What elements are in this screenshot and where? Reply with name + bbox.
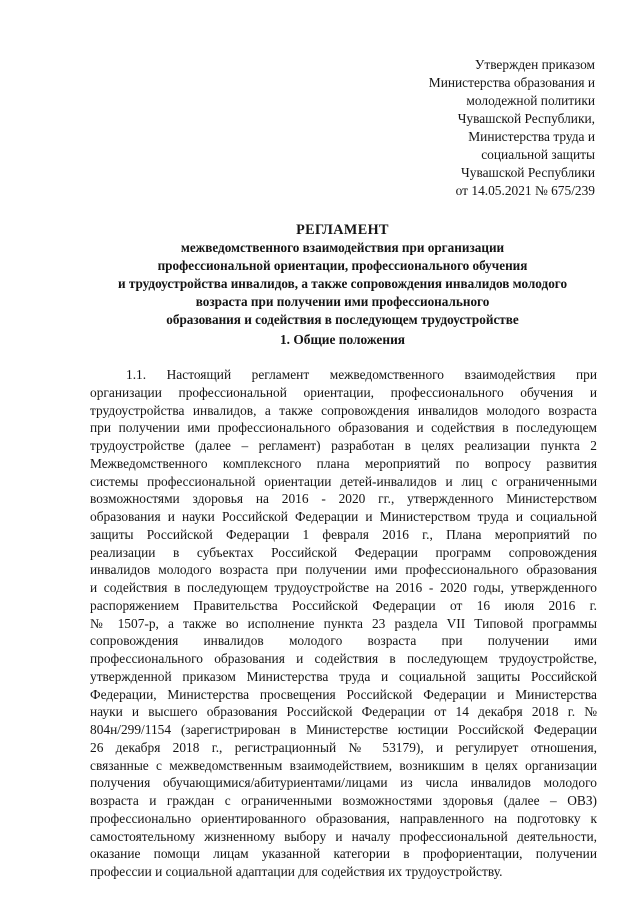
paragraph-line: профессионально ориентированного образования, направленного на подготовку к [90,810,597,826]
approval-line: Министерства образования и [428,75,595,90]
title-heading: РЕГЛАМЕНТ [296,222,389,238]
approval-line: социальной защиты [481,147,595,162]
approval-line: Министерства труда и [468,129,595,144]
document-title [80,221,605,329]
paragraph-line: самостоятельному жизненному выбору и началу профессиональной деятельности, [90,828,597,844]
paragraph-line: связанные с межведомственным взаимодействием, возникшим в целях организации [90,757,597,773]
paragraph-line: защиты Российской Федерации 1 февраля 2016 г., Плана мероприятий по [90,526,597,542]
title-line: возраста при получении ими профессионального [195,294,490,309]
paragraph-line: реализации в субъектах Российской Федерации программ сопровождения [90,544,597,560]
approval-line: Чувашской Республики [461,165,595,180]
paragraph-line: получения обучающимися/абитуриентами/лицами из числа инвалидов молодого [90,775,597,791]
approval-line: Утвержден приказом [474,57,595,72]
paragraph-line: науки и высшего образования Российской Федерации от 14 декабря 2018 г. № [90,704,597,720]
paragraph-line: при получении ими профессионального образования и содействия в последующем [90,420,597,436]
title-line: образования и содействия в последующем трудоустройстве [166,312,519,327]
paragraph-line: и содействия в последующем трудоустройстве на 2016 - 2020 годы, утвержденного [90,580,597,595]
paragraph-line: 1.1. Настоящий регламент межведомственного взаимодействия при [126,367,597,382]
approval-line: молодежной политики [466,93,595,108]
paragraph-line: 804н/299/1154 (зарегистрирован в Министерстве юстиции Российской Федерации [90,722,597,737]
paragraph-line: организации профессиональной ориентации, профессионального обучения и [90,384,597,400]
title-line: межведомственного взаимодействия при организации [180,240,505,255]
approval-stamp [335,56,595,200]
title-line: и трудоустройства инвалидов, а также сопровождения инвалидов молодого [117,276,568,291]
paragraph-line: трудоустройстве (далее – регламент) разработан в целях реализации пункта 2 [90,438,597,453]
paragraph-1-1 [90,366,597,881]
paragraph-line: профессии и социальной адаптации для содействия их трудоустройству. [90,864,503,879]
paragraph-line: Межведомственного комплексного плана мероприятий по вопросу развития [90,455,597,471]
approval-line: от 14.05.2021 № 675/239 [455,183,595,198]
approval-line: Чувашской Республики, [457,111,595,126]
paragraph-line: № 1507-р, а также во исполнение пункта 23 раздела VII Типовой программы [90,615,597,631]
paragraph-line: сопровождения инвалидов молодого возраста при получении ими [90,633,597,649]
paragraph-line: 26 декабря 2018 г., регистрационный № 53179), и регулирует отношения, [90,739,597,755]
paragraph-line: утвержденной приказом Министерства труда и социальной защиты Российской [90,668,597,684]
paragraph-line: возраста и граждан с ограниченными возможностями здоровья (далее – ОВЗ) [90,793,597,808]
paragraph-line: трудоустройства инвалидов, а также сопровождения инвалидов молодого возраста [90,402,597,418]
title-line: профессиональной ориентации, профессионального обучения [157,258,528,273]
paragraph-line: возможностями здоровья на 2016 - 2020 гг., утвержденного Министерством [90,491,597,507]
paragraph-line: системы профессиональной ориентации детей-инвалидов и лиц с ограниченными [90,473,597,489]
paragraph-line: распоряжением Правительства Российской Федерации от 16 июля 2016 г. [90,597,597,613]
paragraph-line: оказание помощи лицам указанной категории в профориентации, получении [90,846,597,862]
paragraph-line: профессионального образования и содействия в последующем трудоустройстве, [90,651,597,666]
paragraph-line: образования и науки Российской Федерации и Министерством труда и социальной [90,509,597,524]
paragraph-line: Федерации, Министерства просвещения Российской Федерации и Министерства [90,686,597,702]
paragraph-line: инвалидов молодого возраста при получении ими профессионального образования [90,562,597,578]
section-heading: 1. Общие положения [279,332,406,347]
